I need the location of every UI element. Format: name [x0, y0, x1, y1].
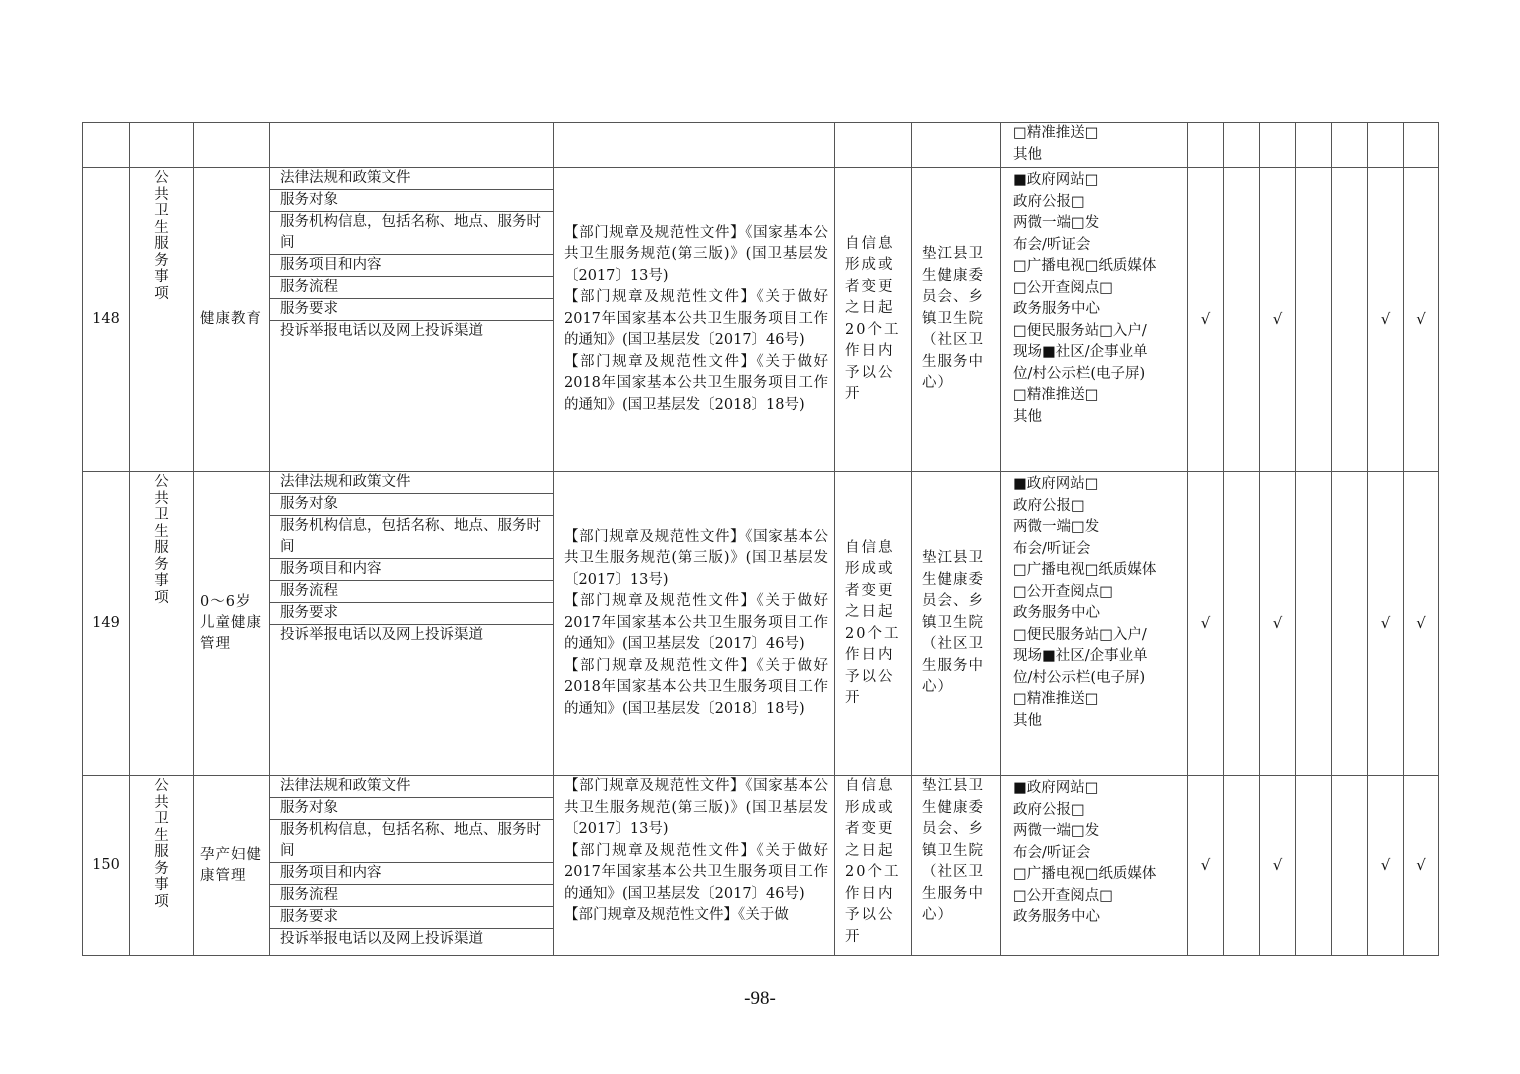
check-mark: √	[1200, 309, 1211, 328]
disclosure-subject: 垫江县卫生健康委员会、乡镇卫生院（社区卫生服务中心）	[922, 246, 984, 392]
category-char: 务	[154, 556, 169, 573]
channel-line: □广播电视□纸质媒体	[1013, 866, 1157, 882]
disclosure-item: 服务要求	[270, 603, 553, 625]
check-mark: √	[1272, 855, 1283, 874]
category-char: 事	[154, 573, 169, 589]
channel-line: 政府公报□	[1013, 801, 1085, 818]
row-number-text: 148	[92, 311, 120, 327]
category-char: 生	[154, 827, 169, 844]
channel-cell	[1001, 168, 1188, 472]
subject-cell	[912, 776, 1001, 956]
disclosure-item: 法律法规和政策文件	[270, 472, 553, 494]
check-mark: √	[1416, 613, 1426, 632]
disclosure-item: 服务机构信息，包括名称、地点、服务时间	[270, 212, 553, 255]
check-cell	[1368, 776, 1404, 956]
disclosure-item: 服务流程	[270, 581, 553, 603]
disclosure-table	[82, 122, 1439, 956]
check-cell	[1260, 168, 1296, 472]
time-limit: 自信息形成或者变更之日起20个工作日内予以公开	[845, 235, 901, 402]
basis-cell	[554, 168, 835, 472]
items-cell	[270, 776, 554, 956]
channel-line: ■政府网站□	[1013, 172, 1099, 188]
channel-line: 两微一端□发	[1013, 823, 1100, 839]
category-cell	[130, 776, 194, 956]
disclosure-item: 服务流程	[270, 277, 553, 299]
check-cell	[1332, 776, 1368, 956]
disclosure-item: 法律法规和政策文件	[270, 776, 553, 798]
disclosure-item: 服务项目和内容	[270, 863, 553, 885]
time-limit: 自信息形成或者变更之日起20个工作日内予以公开	[845, 539, 901, 706]
check-cell	[1188, 472, 1224, 776]
check-cell	[1224, 168, 1260, 472]
channel-line: 布会/听证会	[1013, 540, 1091, 557]
check-mark: √	[1200, 613, 1211, 632]
basis-paragraph: 【部门规章及规范性文件】《关于做好2017年国家基本公共卫生服务项目工作的通知》(国卫基层发〔2017〕46号)	[564, 289, 828, 349]
channel-line: 布会/听证会	[1013, 844, 1091, 861]
subcategory: 孕产妇健康管理	[200, 846, 262, 884]
basis-paragraph: 【部门规章及规范性文件】《关于做好2018年国家基本公共卫生服务项目工作的通知》(国卫基层发〔2018〕18号)	[564, 657, 828, 717]
channel-line: 政务服务中心	[1013, 605, 1100, 621]
subcategory-cell	[194, 168, 270, 472]
channel-line: □精准推送□	[1013, 691, 1099, 707]
check-mark: √	[1272, 613, 1283, 632]
disclosure-subject: 垫江县卫生健康委员会、乡镇卫生院（社区卫生服务中心）	[922, 778, 984, 923]
category-char: 服	[154, 844, 169, 860]
channel-line: □便民服务站□入户/	[1013, 322, 1147, 339]
category-char: 生	[154, 523, 169, 540]
disclosure-item: 投诉举报电话以及网上投诉渠道	[280, 931, 483, 947]
category-char: 公	[154, 778, 169, 794]
check-cell	[1224, 472, 1260, 776]
category-char: 服	[154, 540, 169, 556]
category-char: 项	[154, 893, 169, 910]
basis-paragraph: 【部门规章及规范性文件】《关于做好2018年国家基本公共卫生服务项目工作的通知》(国卫基层发〔2018〕18号)	[564, 353, 828, 413]
disclosure-item: 投诉举报电话以及网上投诉渠道	[280, 627, 483, 643]
category-char: 共	[154, 794, 169, 811]
channel-line: □精准推送□	[1013, 125, 1099, 141]
table-row	[83, 168, 1439, 472]
items-cell	[270, 472, 554, 776]
time-limit-cell	[835, 472, 912, 776]
check-cell	[1260, 472, 1296, 776]
channel-line: □精准推送□	[1013, 387, 1099, 403]
channel-line: 其他	[1013, 712, 1042, 729]
check-cell	[1296, 776, 1332, 956]
channel-line: 布会/听证会	[1013, 236, 1091, 253]
table-row	[83, 776, 1439, 956]
category-cell	[130, 168, 194, 472]
channel-line: □便民服务站□入户/	[1013, 626, 1147, 643]
category-char: 卫	[154, 203, 169, 219]
basis-paragraph: 【部门规章及规范性文件】《国家基本公共卫生服务规范(第三版)》(国卫基层发〔2017〕13号)	[564, 224, 828, 284]
basis-paragraph: 【部门规章及规范性文件】《关于做	[564, 907, 789, 923]
row-number	[83, 472, 130, 776]
row-number	[83, 776, 130, 956]
disclosure-item: 服务流程	[270, 885, 553, 907]
channel-line: 其他	[1013, 408, 1042, 425]
check-mark: √	[1380, 613, 1391, 632]
subject-cell	[912, 472, 1001, 776]
check-cell	[1296, 168, 1332, 472]
check-cell	[1260, 776, 1296, 956]
disclosure-subject: 垫江县卫生健康委员会、乡镇卫生院（社区卫生服务中心）	[922, 550, 984, 696]
subcategory: 健康教育	[200, 311, 262, 327]
channel-line: 位/村公示栏(电子屏)	[1013, 669, 1146, 686]
check-cell	[1332, 472, 1368, 776]
channel-line: 两微一端□发	[1013, 215, 1100, 231]
channel-line: 现场■社区/企事业单	[1013, 344, 1148, 360]
basis-cell	[554, 776, 835, 956]
check-mark: √	[1416, 855, 1426, 874]
subcategory-cell	[194, 776, 270, 956]
subject-cell	[912, 168, 1001, 472]
check-cell	[1404, 472, 1439, 776]
category-char: 生	[154, 219, 169, 236]
table-row-continued	[83, 123, 1439, 168]
channel-line: 两微一端□发	[1013, 519, 1100, 535]
check-mark: √	[1416, 309, 1426, 328]
channel-line: ■政府网站□	[1013, 780, 1099, 796]
category-char: 事	[154, 877, 169, 893]
subcategory-cell	[194, 472, 270, 776]
category-char: 共	[154, 186, 169, 203]
check-cell	[1188, 776, 1224, 956]
time-limit-cell	[835, 776, 912, 956]
channel-line: □公开查阅点□	[1013, 583, 1113, 600]
category-char: 服	[154, 236, 169, 252]
check-mark: √	[1380, 855, 1391, 874]
disclosure-item: 服务对象	[270, 798, 553, 820]
basis-cell	[554, 472, 835, 776]
disclosure-item: 服务项目和内容	[270, 255, 553, 277]
row-number	[83, 168, 130, 472]
category-char: 共	[154, 490, 169, 507]
check-mark: √	[1200, 855, 1211, 874]
disclosure-item: 法律法规和政策文件	[270, 168, 553, 190]
channel-line: 政府公报□	[1013, 497, 1085, 514]
subcategory: 0～6岁儿童健康管理	[200, 594, 262, 652]
basis-paragraph: 【部门规章及规范性文件】《国家基本公共卫生服务规范(第三版)》(国卫基层发〔2017〕13号)	[564, 778, 828, 837]
channel-cell	[1001, 472, 1188, 776]
basis-paragraph: 【部门规章及规范性文件】《关于做好2017年国家基本公共卫生服务项目工作的通知》(国卫基层发〔2017〕46号)	[564, 593, 828, 653]
disclosure-item: 服务要求	[270, 299, 553, 321]
channel-line: ■政府网站□	[1013, 476, 1099, 492]
disclosure-item: 服务项目和内容	[270, 559, 553, 581]
category-char: 务	[154, 860, 169, 877]
disclosure-item: 服务要求	[270, 907, 553, 929]
check-cell	[1224, 776, 1260, 956]
check-cell	[1296, 472, 1332, 776]
category-cell	[130, 472, 194, 776]
channel-line: 政府公报□	[1013, 193, 1085, 210]
channel-line: 其他	[1013, 146, 1042, 163]
check-mark: √	[1272, 309, 1283, 328]
channel-line: 现场■社区/企事业单	[1013, 648, 1148, 664]
check-cell	[1332, 168, 1368, 472]
check-mark: √	[1380, 309, 1391, 328]
basis-paragraph: 【部门规章及规范性文件】《关于做好2017年国家基本公共卫生服务项目工作的通知》(国卫基层发〔2017〕46号)	[564, 842, 828, 902]
channel-cell	[1001, 123, 1188, 168]
time-limit-cell	[835, 168, 912, 472]
check-cell	[1368, 472, 1404, 776]
channel-line: □公开查阅点□	[1013, 279, 1113, 296]
disclosure-item: 服务机构信息，包括名称、地点、服务时间	[270, 516, 553, 559]
disclosure-item: 服务对象	[270, 494, 553, 516]
category-char: 项	[154, 285, 169, 302]
items-cell	[270, 168, 554, 472]
channel-line: □广播电视□纸质媒体	[1013, 562, 1157, 578]
basis-paragraph: 【部门规章及规范性文件】《国家基本公共卫生服务规范(第三版)》(国卫基层发〔2017〕13号)	[564, 528, 828, 588]
disclosure-item: 投诉举报电话以及网上投诉渠道	[280, 323, 483, 339]
category-char: 卫	[154, 811, 169, 827]
page-number: -98-	[744, 988, 776, 1009]
channel-line: □广播电视□纸质媒体	[1013, 258, 1157, 274]
disclosure-item: 服务机构信息，包括名称、地点、服务时间	[270, 820, 553, 863]
disclosure-item: 服务对象	[270, 190, 553, 212]
check-cell	[1188, 168, 1224, 472]
table-row	[83, 472, 1439, 776]
check-cell	[1368, 168, 1404, 472]
channel-lines	[1001, 123, 1187, 166]
category-char: 公	[154, 170, 169, 186]
row-number-text: 149	[92, 615, 120, 631]
check-cell	[1404, 776, 1439, 956]
row-number-text: 150	[92, 857, 120, 873]
check-cell	[1404, 168, 1439, 472]
category-char: 务	[154, 252, 169, 269]
channel-line: 政务服务中心	[1013, 909, 1100, 925]
category-char: 卫	[154, 507, 169, 523]
time-limit: 自信息形成或者变更之日起20个工作日内予以公开	[845, 778, 901, 945]
category-char: 公	[154, 474, 169, 490]
channel-line: □公开查阅点□	[1013, 887, 1113, 904]
category-char: 事	[154, 269, 169, 285]
channel-line: 政务服务中心	[1013, 301, 1100, 317]
category-char: 项	[154, 589, 169, 606]
channel-cell	[1001, 776, 1188, 956]
channel-line: 位/村公示栏(电子屏)	[1013, 365, 1146, 382]
